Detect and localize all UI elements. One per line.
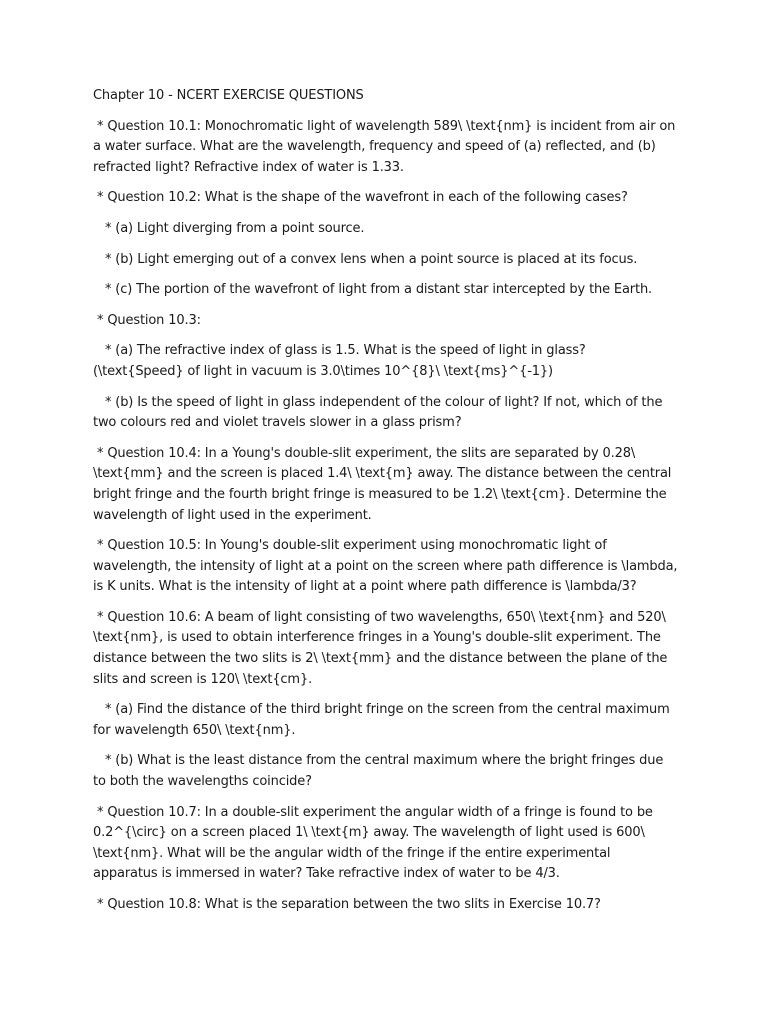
question-10-2-c: * (c) The portion of the wavefront of light from a distant star intercepted by the Earth. (93, 282, 653, 298)
question-10-7: * Question 10.7: In a double-slit experiment the angular width of a fringe is found to be 0.2^{\circ} on a screen placed 1\ \text{m} away. The wavelength of light used is 600\ \text{nm}. What will be the angular width of the fringe if the entire experimental apparatus is immersed in water? Take refractive index of water to be 4/3. (93, 804, 657, 882)
question-10-2: * Question 10.2: What is the shape of the wavefront in each of the following cases? (93, 190, 628, 206)
question-10-3-a: * (a) The refractive index of glass is 1.5. What is the speed of light in glass? (\text{Speed} of light in vacuum is 3.0\times 10^{8}\ \text{ms}^{-1}) (93, 343, 590, 379)
document-page (93, 86, 682, 926)
question-10-5: * Question 10.5: In Young's double-slit experiment using monochromatic light of wavelength, the intensity of light at a point on the screen where path difference is \lambda, is K units. What is the intensity of light at a point where path difference is \lambda/3? (93, 538, 682, 595)
question-10-2-a: * (a) Light diverging from a point source. (93, 220, 365, 236)
document-title: Chapter 10 - NCERT EXERCISE QUESTIONS (93, 88, 364, 103)
question-10-6: * Question 10.6: A beam of light consisting of two wavelengths, 650\ \text{nm} and 520\ \text{nm}, is used to obtain interference fringes in a Young's double-slit experiment. The distance between the two slits is 2\ \text{mm} and the distance between the plane of the slits and screen is 120\ \text{cm}. (93, 609, 672, 687)
question-10-8: * Question 10.8: What is the separation between the two slits in Exercise 10.7? (93, 897, 601, 912)
question-10-2-b: * (b) Light emerging out of a convex lens when a point source is placed at its focus. (93, 251, 638, 267)
question-10-4: * Question 10.4: In a Young's double-slit experiment, the slits are separated by 0.28\ \text{mm} and the screen is placed 1.4\ \text{m} away. The distance between the central bright fringe and the fourth bright fringe is measured to be 1.2\ \text{cm}. Determine the wavelength of light used in the experiment. (93, 445, 676, 523)
question-10-1: * Question 10.1: Monochromatic light of wavelength 589\ \text{nm} is incident from air on a water surface. What are the wavelength, frequency and speed of (a) reflected, and (b) refracted light? Refractive index of water is 1.33. (93, 118, 680, 175)
question-10-3: * Question 10.3: (93, 312, 201, 328)
question-10-6-b: * (b) What is the least distance from the central maximum where the bright fringes due to both the wavelengths coincide? (93, 753, 668, 790)
question-10-6-a: * (a) Find the distance of the third bright fringe on the screen from the central maximum for wavelength 650\ \text{nm}. (93, 702, 674, 738)
question-10-3-b: * (b) Is the speed of light in glass independent of the colour of light? If not, which of the two colours red and violet travels slower in a glass prism? (93, 394, 667, 431)
